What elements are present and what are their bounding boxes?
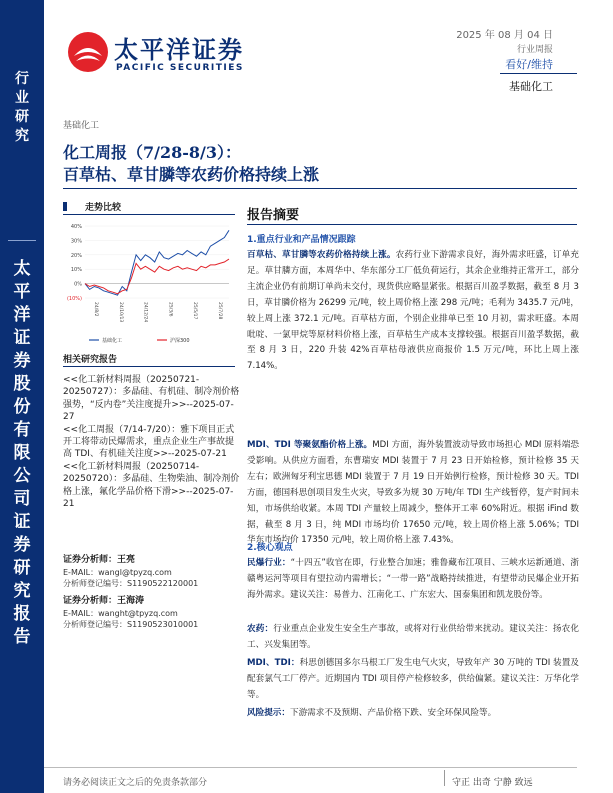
sector-label: 基础化工 bbox=[509, 80, 553, 93]
paragraph-body: 行业重点企业发生安全生产事故，或将对行业供给带来扰动。建议关注：扬农化工、兴发集团等。 bbox=[247, 624, 579, 650]
x-tick-label: 24/10/13 bbox=[117, 302, 123, 323]
footer-motto: 守正 出奇 宁静 致远 bbox=[452, 778, 533, 788]
paragraph-lead: 百草枯、草甘膦等农药价格持续上涨。 bbox=[247, 250, 396, 260]
analyst-name: 证券分析师：王亮 bbox=[63, 555, 136, 565]
analyst-cert: 分析师登记编号：S1190522120001 bbox=[63, 579, 199, 588]
footer-disclaimer: 请务必阅读正文之后的免责条款部分 bbox=[63, 778, 208, 788]
trend-heading bbox=[63, 200, 235, 214]
section-marker-icon bbox=[63, 202, 67, 211]
sidebar-company-label: 太 平 洋 证 券 股 份 有 限 公 司 证 券 研 究 报 告 bbox=[13, 259, 31, 647]
section-2-title: 2.核心观点 bbox=[247, 543, 293, 553]
related-divider bbox=[63, 366, 235, 367]
legend-label: 基础化工 bbox=[102, 338, 123, 344]
paragraph-lead: 农药： bbox=[247, 624, 274, 634]
y-tick-label: 0% bbox=[74, 281, 82, 288]
paragraph-mdi-tdi-view bbox=[247, 656, 579, 704]
paragraph-lead: 民爆行业： bbox=[247, 558, 291, 568]
paragraph-risk bbox=[247, 706, 579, 722]
paragraph-body: 农药行业下游需求良好，海外需求旺盛，订单充足。草甘膦方面，本周华中、华东部分工厂低负荷运行，其余企业维持正常开工，部分主流企业仍有前期订单尚未交付，现货供应略显紧张。根据百川盈孚数据，截至 8 月 3 日，草甘膦价格为 26299 元/吨，较上周价格上涨 298 元/吨；毛利为 3435.7 元/吨，较上周上涨 372.1 元/吨。百草枯方面，个别企业排单已至 10 月初，需求旺盛。本周吡啶、一氯甲烷等原材料价格上涨，百草枯生产成本支撑较强。根据百川盈孚数据，截至 8 月 3 日，220 升装 42%百草枯母液供应商报价 1.5 万元/吨，环比上周上涨 7.14%。 bbox=[247, 250, 579, 372]
y-tick-label: (10%) bbox=[66, 296, 82, 302]
logo-emblem-icon bbox=[66, 30, 110, 74]
logo-text-en: PACIFIC SECURITIES bbox=[116, 63, 244, 73]
summary-divider bbox=[247, 224, 577, 225]
related-report-link[interactable]: <<化工周报（7/14-7/20）：雅下项目正式开工将带动民爆需求，重点企业生产事故提高 TDI、有机硅关注度>>--2025-07-21 bbox=[63, 424, 235, 460]
analyst-email[interactable]: E-MAIL：wangl@tpyzq.com bbox=[63, 568, 172, 577]
series-line bbox=[85, 259, 229, 294]
analyst-email[interactable]: E-MAIL：wanght@tpyzq.com bbox=[63, 609, 178, 618]
series-line bbox=[85, 230, 229, 295]
footer-divider bbox=[44, 767, 577, 768]
summary-heading: 报告摘要 bbox=[247, 208, 300, 223]
logo-text-cn: 太平洋证券 bbox=[114, 36, 244, 64]
page-title-line2: 百草枯、草甘膦等农药价格持续上涨 bbox=[63, 165, 320, 184]
paragraph-lead: MDI、TDI 等聚氨酯价格上涨。 bbox=[247, 440, 373, 450]
analyst-block bbox=[63, 554, 243, 636]
analyst-card bbox=[63, 595, 243, 630]
header-divider bbox=[500, 73, 577, 74]
paragraph-lead: 风险提示： bbox=[247, 708, 290, 718]
y-tick-label: 20% bbox=[70, 252, 82, 259]
x-tick-label: 24/8/2 bbox=[93, 302, 98, 317]
x-tick-label: 25/5/17 bbox=[192, 302, 198, 320]
x-tick-label: 24/12/24 bbox=[142, 302, 148, 323]
footer-separator bbox=[444, 770, 445, 786]
paragraph-lead: MDI、TDI： bbox=[247, 658, 300, 668]
paragraph-polyurethane bbox=[247, 438, 579, 549]
trend-heading-text: 走势比较 bbox=[85, 203, 122, 213]
related-report-link[interactable]: <<化工新材料周报（20250721-20250727）：多晶硅、有机硅、制冷剂价格强势，“反内卷”关注度提升>>--2025-07-27 bbox=[63, 375, 240, 423]
y-tick-label: 10% bbox=[70, 267, 82, 274]
related-heading: 相关研究报告 bbox=[63, 355, 118, 365]
analyst-cert: 分析师登记编号：S1190523010001 bbox=[63, 620, 199, 629]
related-list bbox=[63, 374, 241, 510]
paragraph-pesticide-view bbox=[247, 622, 579, 654]
trend-chart bbox=[63, 222, 235, 347]
x-tick-label: 25/7/28 bbox=[217, 302, 222, 320]
report-type: 行业周报 bbox=[516, 45, 553, 55]
breadcrumb: 基础化工 bbox=[63, 121, 100, 131]
company-logo bbox=[62, 20, 272, 78]
section-1-title: 1.重点行业和产品情况跟踪 bbox=[247, 235, 356, 245]
paragraph-body: 下游需求不及预期、产品价格下跌、安全环保风险等。 bbox=[289, 708, 497, 718]
y-tick-label: 40% bbox=[70, 224, 82, 230]
analyst-name: 证券分析师：王海涛 bbox=[63, 596, 145, 606]
paragraph-body: 科思创德国多尔马根工厂发生电气火灾，导致年产 30 万吨的 TDI 装置及配套氯气工厂停产。近期国内 TDI 项目停产检修较多，供给偏紧。建议关注：万华化学等。 bbox=[247, 658, 580, 700]
x-tick-label: 25/3/6 bbox=[167, 302, 173, 317]
paragraph-body: “十四五”收官在即，行业整合加速；雅鲁藏布江项目、三峡水运新通道、浙赣粤运河等项目有望拉动内需增长；“一带一路”战略持续推进，有望带动民爆企业开拓海外需求。建议关注：易普力、江南化工、广东宏大、国泰集团和凯龙股份等。 bbox=[247, 558, 579, 600]
report-date: 2025 年 08 月 04 日 bbox=[456, 30, 553, 41]
paragraph-explosives bbox=[247, 556, 579, 604]
sidebar-category-label: 行 业 研 究 bbox=[15, 71, 29, 144]
analyst-card bbox=[63, 554, 243, 589]
rating-label: 看好/维持 bbox=[505, 58, 553, 71]
related-report-link[interactable]: <<化工新材料周报（20250714-20250720）：多晶硅、生物柴油、制冷剂价格上涨，氟化学品价格下滑>>--2025-07-21 bbox=[63, 461, 240, 510]
sidebar-divider bbox=[8, 240, 36, 241]
title-divider bbox=[63, 188, 577, 189]
paragraph-body: MDI 方面，海外装置波动导致市场担心 MDI 原料端恐受影响。从供应方面看，东曹瑞安 MDI 装置于 7 月 23 日开始检修，预计检修 35 天左右；欧洲匈牙利宝思德 MDI 装置于 7 月 19 日开始例行检修，预计检修 30 天。TDI 方面，德国科思创项目发生火灾，导致多为规 30 万吨/年 TDI 生产线暂停，复产时间未知，市场供给收紧。本周 TDI 产量较上周减少，整体开工率 60%附近。根据 iFind 数据，截至 8 月 3 日，纯 MDI 市场均价 17650 元/吨，较上周价格上涨 5.06%；TDI 华东市场均价 17350 元/吨，较上周价格上涨 7.43%。 bbox=[247, 440, 579, 546]
page-title-line1: 化工周报（7/28-8/3）： bbox=[63, 143, 241, 162]
trend-divider bbox=[63, 214, 235, 215]
y-tick-label: 30% bbox=[70, 238, 82, 245]
paragraph-pesticide bbox=[247, 248, 579, 375]
legend-label: 沪深300 bbox=[170, 338, 190, 344]
